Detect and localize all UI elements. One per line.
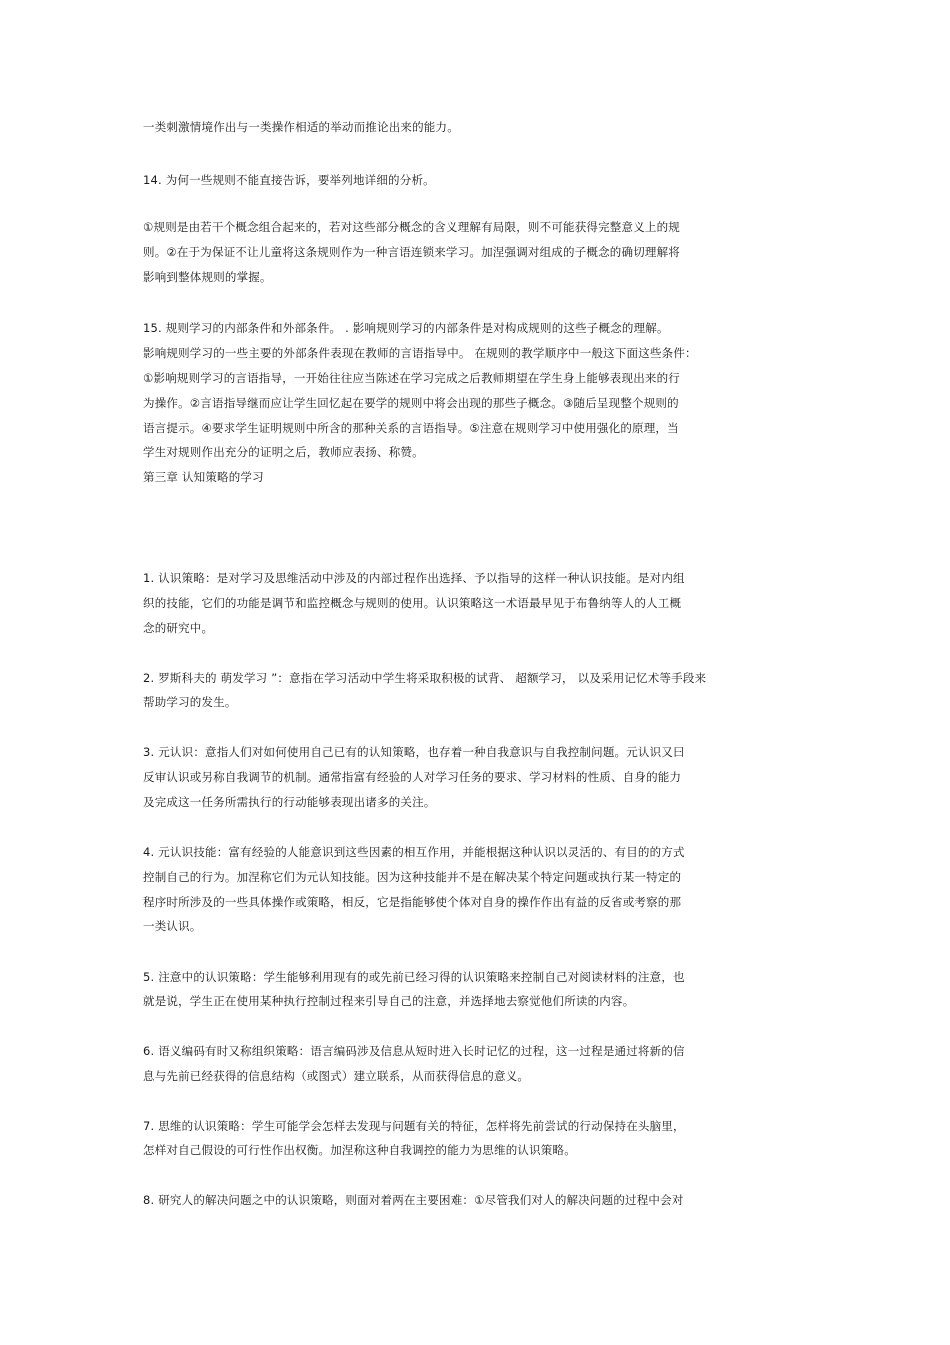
definition-item: 8. 研究人的解决问题之中的认识策略，则面对着两在主要困难：①尽管我们对人的解决问题的过程中会对: [143, 1193, 684, 1207]
text-line: 息与先前已经获得的信息结构（或图式）建立联系，从而获得信息的意义。: [143, 1069, 530, 1083]
text-line: 怎样对自己假设的可行性作出权衡。加涅称这种自我调控的能力为思维的认识策略。: [143, 1143, 576, 1157]
definition-item: 6. 语义编码有时又称组织策略：语言编码涉及信息从短时进入长时记忆的过程，这一过程是通过将新的信: [143, 1044, 685, 1058]
definition-item: 5. 注意中的认识策略：学生能够利用现有的或先前已经习得的认识策略来控制自己对阅读材料的注意，也: [143, 970, 685, 984]
text-line: 念的研究中。: [143, 621, 214, 635]
definition-item: 4. 元认识技能：富有经验的人能意识到这些因素的相互作用，并能根据这种认识以灵活的、有目的的方式: [143, 845, 685, 859]
text-line: 影响到整体规则的掌握。: [143, 270, 272, 284]
text-line: ①影响规则学习的言语指导，一开始往往应当陈述在学习完成之后教师期望在学生身上能够表现出来的行: [143, 371, 681, 385]
definition-item: 2. 罗斯科夫的 萌发学习 ”：意指在学习活动中学生将采取积极的试背、 超额学习， 以及采用记忆术等手段来: [143, 671, 707, 685]
text-line: 反审认识或另称自我调节的机制。通常指富有经验的人对学习任务的要求、学习材料的性质、自身的能力: [143, 770, 682, 784]
chapter-title: 第三章 认知策略的学习: [143, 470, 264, 484]
text-line: 则。②在于为保证不让儿童将这条规则作为一种言语连锁来学习。加涅强调对组成的子概念的确切理解将: [143, 245, 681, 259]
question-heading: 15. 规则学习的内部条件和外部条件。 . 影响规则学习的内部条件是对构成规则的这些子概念的理解。: [143, 321, 669, 335]
text-line: 织的技能，它们的功能是调节和监控概念与规则的使用。认识策略这一术语最早见于布鲁纳等人的人工概: [143, 596, 682, 610]
text-line: 影响规则学习的一些主要的外部条件表现在教师的言语指导中。 在规则的教学顺序中一般这下面这些条件：: [143, 346, 697, 360]
text-line: 帮助学习的发生。: [143, 695, 237, 709]
definition-item: 1. 认识策略：是对学习及思维活动中涉及的内部过程作出选择、予以指导的这样一种认识技能。是对内组: [143, 571, 685, 585]
definition-item: 3. 元认识：意指人们对如何使用自己已有的认知策略，也存着一种自我意识与自我控制问题。元认识又曰: [143, 745, 685, 759]
text-line: 及完成这一任务所需执行的行动能够表现出诸多的关注。: [143, 795, 436, 809]
text-line: ①规则是由若干个概念组合起来的，若对这些部分概念的含义理解有局限，则不可能获得完整意义上的规: [143, 220, 681, 234]
text-line: 语言提示。④要求学生证明规则中所含的那种关系的言语指导。⑤注意在规则学习中使用强化的原理，当: [143, 421, 679, 435]
text-line: 一类认识。: [143, 919, 202, 933]
definition-item: 7. 思维的认识策略：学生可能学会怎样去发现与问题有关的特征，怎样将先前尝试的行动保持在头脑里，: [143, 1119, 685, 1133]
text-line: 一类刺激情境作出与一类操作相适的举动而推论出来的能力。: [143, 120, 459, 134]
text-line: 程序时所涉及的一些具体操作或策略，相反，它是指能够使个体对自身的操作作出有益的反省或考察的那: [143, 895, 682, 909]
question-heading: 14. 为何一些规则不能直接告诉，要举列地详细的分析。: [143, 173, 435, 187]
text-line: 为操作。②言语指导继而应让学生回忆起在要学的规则中将会出现的那些子概念。③随后呈现整个规则的: [143, 396, 679, 410]
text-line: 学生对规则作出充分的证明之后，教师应表扬、称赞。: [143, 445, 424, 459]
text-line: 控制自己的行为。加涅称它们为元认知技能。因为这种技能并不是在解决某个特定问题或执行某一特定的: [143, 870, 682, 884]
text-line: 就是说，学生正在使用某种执行控制过程来引导自己的注意，并选择地去察觉他们所读的内容。: [143, 994, 635, 1008]
